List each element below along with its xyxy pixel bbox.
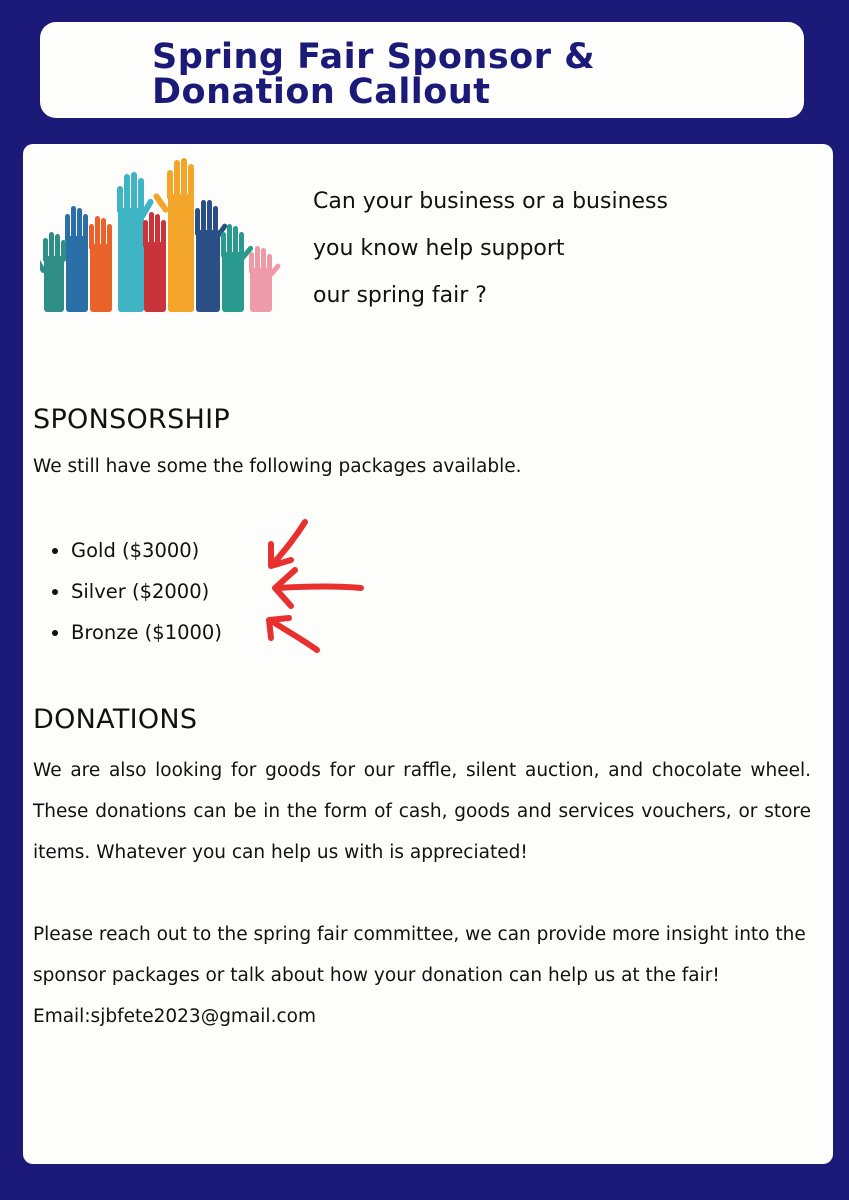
raised-hands-illustration: [40, 158, 286, 312]
sponsorship-heading: SPONSORSHIP: [33, 404, 231, 435]
arrow-gold-icon: [271, 522, 305, 566]
page-title: Spring Fair Sponsor & Donation Callout: [152, 37, 596, 112]
intro-line: our spring fair ?: [313, 283, 487, 308]
package-list: [33, 530, 222, 653]
package-bronze: • Bronze ($1000): [71, 612, 222, 653]
intro-line: you know help support: [313, 236, 565, 261]
sponsorship-intro: We still have some the following packages available.: [33, 456, 522, 477]
arrow-bronze-icon: [269, 618, 317, 650]
arrow-silver-icon: [275, 570, 361, 606]
donations-heading: DONATIONS: [33, 704, 198, 735]
intro-question: [313, 178, 733, 319]
intro-line: Can your business or a business: [313, 189, 668, 214]
red-arrows-annotation: [243, 514, 383, 659]
contact-email: Email:sjbfete2023@gmail.com: [33, 1006, 316, 1027]
content-card: [23, 144, 833, 1164]
package-silver: • Silver ($2000): [71, 571, 222, 612]
donations-paragraph: We are also looking for goods for our raffle, silent auction, and chocolate wheel. These donations can be in the form of cash, goods and services vouchers, or store items. Whatever you can help us with is appreciated!: [33, 760, 811, 863]
contact-paragraph: Please reach out to the spring fair committee, we can provide more insight into the sponsor packages or talk about how your donation can help us at the fair!: [33, 924, 806, 986]
package-gold: • Gold ($3000): [71, 530, 222, 571]
title-banner: [40, 22, 804, 118]
